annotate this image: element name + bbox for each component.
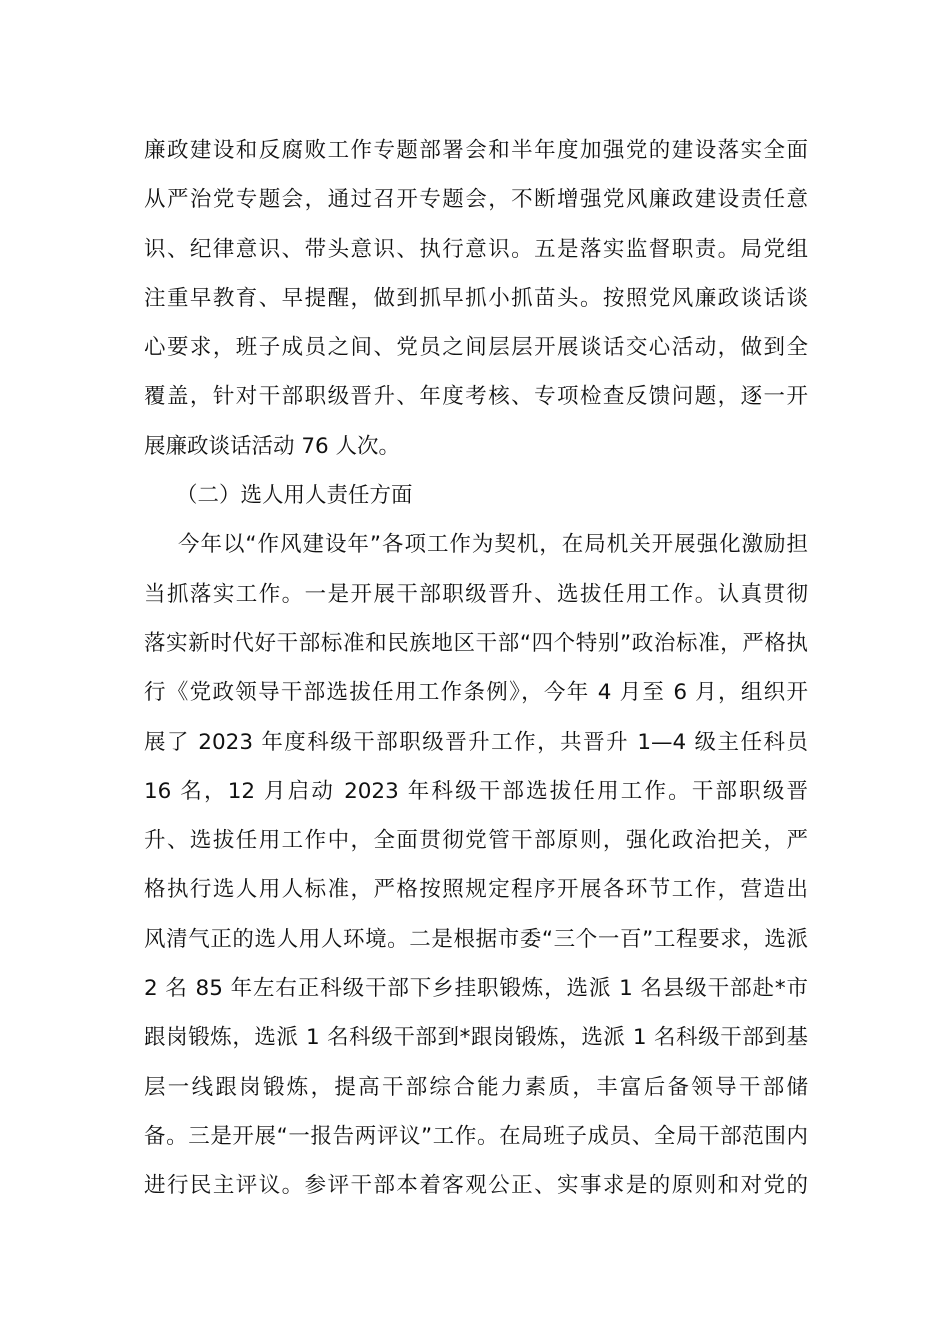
text-line: 从严治党专题会，通过召开专题会，不断增强党风廉政建设责任意: [144, 187, 808, 213]
text-line: 备。三是开展“一报告两评议”工作。在局班子成员、全局干部范围内: [144, 1123, 808, 1149]
text-line: 行《党政领导干部选拔任用工作条例》，今年 4 月至 6 月，组织开: [144, 680, 808, 706]
text-line: 覆盖，针对干部职级晋升、年度考核、专项检查反馈问题，逐一开: [144, 384, 808, 410]
text-line: 格执行选人用人标准，严格按照规定程序开展各环节工作，营造出: [144, 877, 808, 903]
document-body: [144, 126, 808, 1211]
text-line: 注重早教育、早提醒，做到抓早抓小抓苗头。按照党风廉政谈话谈: [144, 285, 808, 311]
text-line: 2 名 85 年左右正科级干部下乡挂职锻炼，选派 1 名县级干部赴*市: [144, 976, 808, 1002]
text-line: 展廉政谈话活动 76 人次。: [144, 433, 401, 459]
text-line: 层一线跟岗锻炼，提高干部综合能力素质，丰富后备领导干部储: [144, 1074, 808, 1100]
text-line: 风清气正的选人用人环境。二是根据市委“三个一百”工程要求，选派: [144, 926, 808, 952]
text-line: 廉政建设和反腐败工作专题部署会和半年度加强党的建设落实全面: [144, 138, 808, 163]
paragraph-personnel-selection: [144, 520, 808, 1210]
text-line: 心要求，班子成员之间、党员之间层层开展谈话交心活动，做到全: [144, 335, 808, 361]
text-line: 16 名，12 月启动 2023 年科级干部选拔任用工作。干部职级晋: [144, 778, 808, 804]
paragraph-party-conduct: [144, 126, 808, 471]
section-heading: （二）选人用人责任方面: [176, 483, 413, 509]
text-line: 当抓落实工作。一是开展干部职级晋升、选拔任用工作。认真贯彻: [144, 581, 808, 607]
text-line: 展了 2023 年度科级干部职级晋升工作，共晋升 1—4 级主任科员: [144, 729, 808, 755]
text-line: 落实新时代好干部标准和民族地区干部“四个特别”政治标准，严格执: [144, 630, 808, 656]
text-line: 进行民主评议。参评干部本着客观公正、实事求是的原则和对党的: [144, 1173, 808, 1199]
text-line: 今年以“作风建设年”各项工作为契机，在局机关开展强化激励担: [178, 532, 808, 558]
text-line: 识、纪律意识、带头意识、执行意识。五是落实监督职责。局党组: [144, 236, 808, 262]
text-line: 跟岗锻炼，选派 1 名科级干部到*跟岗锻炼，选派 1 名科级干部到基: [144, 1025, 808, 1051]
text-line: 升、选拔任用工作中，全面贯彻党管干部原则，强化政治把关，严: [144, 828, 808, 854]
